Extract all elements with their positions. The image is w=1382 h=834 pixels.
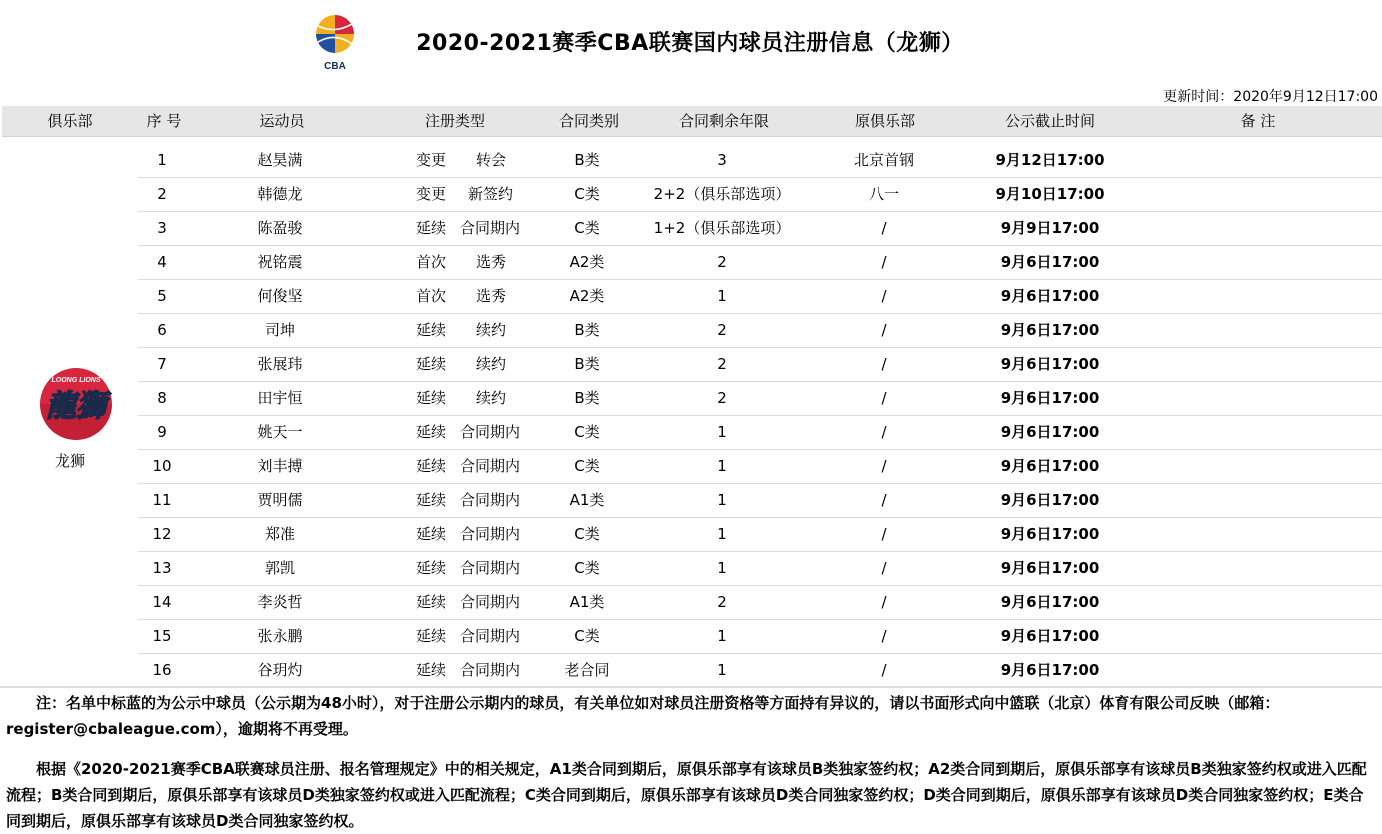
row-player: 郑准 xyxy=(264,525,296,543)
col-years-left: 合同剩余年限 xyxy=(678,112,770,130)
col-player: 运动员 xyxy=(259,112,305,130)
notes xyxy=(6,690,1376,834)
row-reg-type-sub: 合同期内 xyxy=(460,661,521,679)
row-deadline: 9月6日17:00 xyxy=(1000,559,1100,577)
row-years-left: 1 xyxy=(717,627,727,645)
row-reg-type-sub: 续约 xyxy=(476,389,507,407)
row-player: 谷玥灼 xyxy=(257,661,303,679)
row-contract-type: C类 xyxy=(574,525,600,543)
row-orig-club: 八一 xyxy=(868,185,900,203)
row-contract-type: B类 xyxy=(574,355,600,373)
row-reg-type-sub: 合同期内 xyxy=(460,559,521,577)
row-years-left: 2 xyxy=(717,321,727,339)
row-deadline: 9月6日17:00 xyxy=(1000,457,1100,475)
club-cell xyxy=(2,140,138,680)
row-no: 14 xyxy=(152,593,172,611)
row-deadline: 9月10日17:00 xyxy=(995,185,1105,203)
row-player: 何俊坚 xyxy=(257,287,303,305)
row-no: 10 xyxy=(152,457,172,475)
row-reg-type-sub: 合同期内 xyxy=(460,525,521,543)
row-years-left: 2+2（俱乐部选项） xyxy=(653,185,791,203)
row-reg-type-main: 延续 xyxy=(416,593,447,611)
row-player: 赵昊满 xyxy=(257,151,303,169)
col-deadline: 公示截止时间 xyxy=(1004,112,1096,130)
loong-lions-logo-icon xyxy=(20,362,132,442)
table-row xyxy=(138,381,1382,416)
row-reg-type-sub: 合同期内 xyxy=(460,593,521,611)
row-contract-type: A2类 xyxy=(569,287,605,305)
row-deadline: 9月6日17:00 xyxy=(1000,627,1100,645)
club-logo-text: 龍獅 xyxy=(46,389,106,424)
note-objection: 注：名单中标蓝的为公示中球员（公示期为48小时），对于注册公示期内的球员，有关单位如对球员注册资格等方面持有异议的，请以书面形式向中篮联（北京）体育有限公司反映（邮箱：register@cbaleague.com），逾期将不再受理。 xyxy=(6,694,1280,738)
row-deadline: 9月6日17:00 xyxy=(1000,423,1100,441)
col-club: 俱乐部 xyxy=(47,112,93,130)
row-no: 11 xyxy=(152,491,172,509)
row-years-left: 1 xyxy=(717,661,727,679)
row-player: 张永鹏 xyxy=(257,627,303,645)
page-header xyxy=(0,0,1382,82)
row-no: 16 xyxy=(152,661,172,679)
table-row xyxy=(138,653,1382,688)
row-reg-type-main: 延续 xyxy=(416,219,447,237)
row-reg-type-sub: 选秀 xyxy=(476,253,507,271)
table-row xyxy=(138,517,1382,552)
row-contract-type: B类 xyxy=(574,321,600,339)
row-deadline: 9月6日17:00 xyxy=(1000,253,1100,271)
row-no: 8 xyxy=(157,389,167,407)
row-no: 12 xyxy=(152,525,172,543)
row-contract-type: B类 xyxy=(574,151,600,169)
row-player: 贾明儒 xyxy=(257,491,303,509)
row-reg-type-main: 延续 xyxy=(416,457,447,475)
row-reg-type-sub: 选秀 xyxy=(476,287,507,305)
note-rules: 根据《2020-2021赛季CBA联赛球员注册、报名管理规定》中的相关规定，A1类合同到期后，原俱乐部享有该球员B类独家签约权；A2类合同到期后，原俱乐部享有该球员B类独家签约权或进入匹配流程；B类合同到期后，原俱乐部享有该球员D类独家签约权或进入匹配流程；C类合同到期后，原俱乐部享有该球员D类合同独家签约权；D类合同到期后，原俱乐部享有该球员D类合同独家签约权；E类合同到期后，原俱乐部享有该球员D类合同独家签约权。 xyxy=(6,760,1367,830)
row-contract-type: 老合同 xyxy=(564,661,610,679)
page-title: 2020-2021赛季CBA联赛国内球员注册信息（龙狮） xyxy=(416,31,964,56)
table-row xyxy=(138,449,1382,484)
row-player: 司坤 xyxy=(264,321,296,339)
table-row xyxy=(138,347,1382,382)
row-reg-type-sub: 转会 xyxy=(476,151,507,169)
row-contract-type: A1类 xyxy=(569,593,605,611)
row-reg-type-sub: 续约 xyxy=(476,321,507,339)
row-deadline: 9月6日17:00 xyxy=(1000,491,1100,509)
row-years-left: 2 xyxy=(717,253,727,271)
row-orig-club: / xyxy=(881,287,887,305)
row-reg-type-sub: 合同期内 xyxy=(460,423,521,441)
col-contract-type: 合同类别 xyxy=(558,112,620,130)
table-row xyxy=(138,279,1382,314)
row-player: 祝铭震 xyxy=(257,253,303,271)
table-row xyxy=(138,143,1382,178)
row-years-left: 1 xyxy=(717,423,727,441)
row-years-left: 2 xyxy=(717,593,727,611)
row-orig-club: / xyxy=(881,423,887,441)
row-deadline: 9月12日17:00 xyxy=(995,151,1105,169)
row-player: 张展玮 xyxy=(257,355,303,373)
row-no: 5 xyxy=(157,287,167,305)
row-contract-type: B类 xyxy=(574,389,600,407)
row-orig-club: / xyxy=(881,525,887,543)
row-player: 田宇恒 xyxy=(257,389,303,407)
row-reg-type-sub: 合同期内 xyxy=(460,491,521,509)
row-deadline: 9月6日17:00 xyxy=(1000,661,1100,679)
row-years-left: 1 xyxy=(717,525,727,543)
row-deadline: 9月6日17:00 xyxy=(1000,525,1100,543)
row-reg-type-sub: 合同期内 xyxy=(460,457,521,475)
row-reg-type-sub: 合同期内 xyxy=(460,219,521,237)
row-deadline: 9月9日17:00 xyxy=(1000,219,1100,237)
row-contract-type: C类 xyxy=(574,457,600,475)
row-no: 15 xyxy=(152,627,172,645)
row-orig-club: / xyxy=(881,627,887,645)
row-no: 6 xyxy=(157,321,167,339)
row-contract-type: A2类 xyxy=(569,253,605,271)
row-no: 3 xyxy=(157,219,167,237)
row-years-left: 1 xyxy=(717,559,727,577)
row-player: 刘丰搏 xyxy=(257,457,303,475)
row-reg-type-main: 首次 xyxy=(416,287,447,305)
col-orig-club: 原俱乐部 xyxy=(854,112,916,130)
col-no: 序 号 xyxy=(146,112,182,130)
row-deadline: 9月6日17:00 xyxy=(1000,389,1100,407)
row-no: 9 xyxy=(157,423,167,441)
club-logo-subtext: LOONG LIONS xyxy=(51,377,101,384)
row-reg-type-main: 延续 xyxy=(416,627,447,645)
row-no: 13 xyxy=(152,559,172,577)
row-reg-type-main: 延续 xyxy=(416,355,447,373)
row-no: 1 xyxy=(157,151,167,169)
row-player: 姚天一 xyxy=(257,423,303,441)
row-reg-type-sub: 续约 xyxy=(476,355,507,373)
row-contract-type: C类 xyxy=(574,423,600,441)
divider xyxy=(0,686,1382,688)
club-name: 龙狮 xyxy=(54,452,85,470)
table-row xyxy=(138,177,1382,212)
cba-logo-icon xyxy=(312,12,358,72)
row-orig-club: / xyxy=(881,355,887,373)
row-player: 郭凯 xyxy=(264,559,296,577)
table-row xyxy=(138,585,1382,620)
row-reg-type-main: 变更 xyxy=(416,151,447,169)
table-row xyxy=(138,415,1382,450)
table-row xyxy=(138,211,1382,246)
row-orig-club: / xyxy=(881,389,887,407)
row-player: 李炎哲 xyxy=(257,593,303,611)
row-years-left: 1 xyxy=(717,287,727,305)
row-player: 韩德龙 xyxy=(257,185,303,203)
row-orig-club: 北京首钢 xyxy=(853,151,915,169)
row-orig-club: / xyxy=(881,593,887,611)
row-contract-type: C类 xyxy=(574,627,600,645)
row-player: 陈盈骏 xyxy=(257,219,303,237)
row-years-left: 2 xyxy=(717,355,727,373)
row-deadline: 9月6日17:00 xyxy=(1000,287,1100,305)
row-years-left: 1+2（俱乐部选项） xyxy=(653,219,791,237)
row-reg-type-main: 延续 xyxy=(416,661,447,679)
table-row xyxy=(138,483,1382,518)
row-contract-type: A1类 xyxy=(569,491,605,509)
row-reg-type-main: 延续 xyxy=(416,423,447,441)
table-row xyxy=(138,551,1382,586)
row-reg-type-main: 首次 xyxy=(416,253,447,271)
row-years-left: 1 xyxy=(717,491,727,509)
row-deadline: 9月6日17:00 xyxy=(1000,321,1100,339)
row-reg-type-main: 变更 xyxy=(416,185,447,203)
row-no: 2 xyxy=(157,185,167,203)
row-no: 7 xyxy=(157,355,167,373)
row-orig-club: / xyxy=(881,321,887,339)
row-deadline: 9月6日17:00 xyxy=(1000,593,1100,611)
row-orig-club: / xyxy=(881,457,887,475)
cba-logo-text: CBA xyxy=(324,61,346,72)
col-remark: 备 注 xyxy=(1240,112,1276,130)
row-reg-type-main: 延续 xyxy=(416,321,447,339)
row-contract-type: C类 xyxy=(574,185,600,203)
row-no: 4 xyxy=(157,253,167,271)
row-years-left: 1 xyxy=(717,457,727,475)
table-row xyxy=(138,619,1382,654)
row-reg-type-main: 延续 xyxy=(416,491,447,509)
row-contract-type: C类 xyxy=(574,219,600,237)
row-years-left: 3 xyxy=(717,151,727,169)
row-contract-type: C类 xyxy=(574,559,600,577)
row-reg-type-sub: 合同期内 xyxy=(460,627,521,645)
row-orig-club: / xyxy=(881,661,887,679)
row-orig-club: / xyxy=(881,559,887,577)
row-orig-club: / xyxy=(881,219,887,237)
row-years-left: 2 xyxy=(717,389,727,407)
row-deadline: 9月6日17:00 xyxy=(1000,355,1100,373)
update-time: 更新时间：2020年9月12日17:00 xyxy=(1163,89,1378,105)
row-orig-club: / xyxy=(881,253,887,271)
table-row xyxy=(138,245,1382,280)
row-orig-club: / xyxy=(881,491,887,509)
row-reg-type-sub: 新签约 xyxy=(468,185,514,203)
row-reg-type-main: 延续 xyxy=(416,525,447,543)
table-row xyxy=(138,313,1382,348)
row-reg-type-main: 延续 xyxy=(416,559,447,577)
table-header xyxy=(2,106,1382,137)
col-reg-type: 注册类型 xyxy=(424,112,486,130)
row-reg-type-main: 延续 xyxy=(416,389,447,407)
